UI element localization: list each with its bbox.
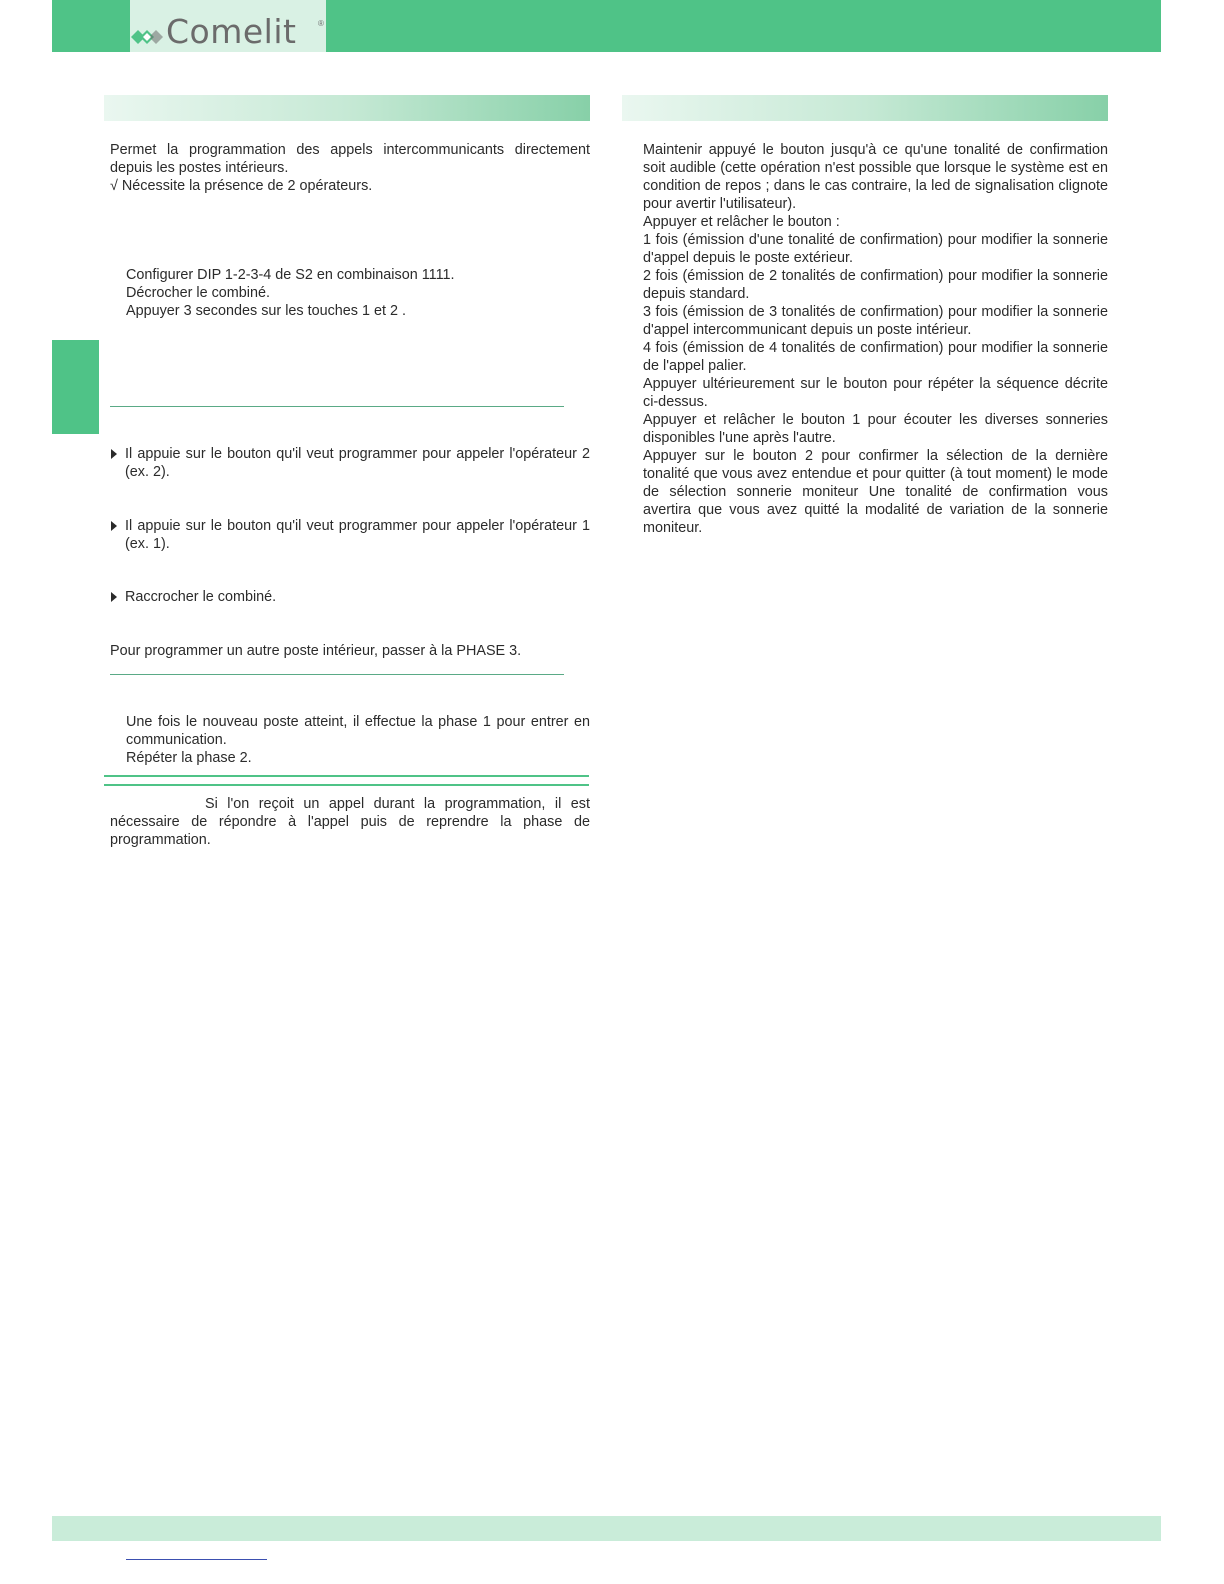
sidebar-tab-marker xyxy=(52,340,99,434)
bullet-item-1: Il appuie sur le bouton qu'il veut programmer pour appeler l'opérateur 2 (ex. 2). xyxy=(125,446,590,480)
section-header-right xyxy=(622,95,1108,121)
instruction-paragraph: Maintenir appuyé le bouton jusqu'à ce qu'une tonalité de confirmation soit audible (cette opération n'est possible que lorsque le système est en condition de repos ; dans le cas contraire, la led de signalisation clignote pour avertir l'utilisateur). xyxy=(643,142,1108,212)
bullet-item-3: Raccrocher le combiné. xyxy=(125,589,277,605)
divider xyxy=(110,406,564,407)
check-icon: √ xyxy=(110,178,118,194)
instruction-paragraph: 4 fois (émission de 4 tonalités de confirmation) pour modifier la sonnerie de l'appel palier. xyxy=(643,340,1108,374)
intro-paragraph: Permet la programmation des appels intercommunicants directement depuis les postes intérieurs. xyxy=(110,142,590,176)
instruction-paragraph: Appuyer et relâcher le bouton 1 pour écouter les diverses sonneries disponibles l'une après l'autre. xyxy=(643,412,1108,446)
instruction-paragraph: Appuyer et relâcher le bouton : xyxy=(643,214,840,230)
requirement-text: Nécessite la présence de 2 opérateurs. xyxy=(121,178,373,194)
bullet-arrow-icon xyxy=(111,592,117,602)
instruction-paragraph: 2 fois (émission de 2 tonalités de confirmation) pour modifier la sonnerie depuis standard. xyxy=(643,268,1108,302)
step3-line-1: Une fois le nouveau poste atteint, il effectue la phase 1 pour entrer en communication. xyxy=(126,714,590,748)
ringtone-instructions xyxy=(643,141,1108,537)
instruction-paragraph: 1 fois (émission d'une tonalité de confirmation) pour modifier la sonnerie d'appel depuis le poste extérieur. xyxy=(643,232,1108,266)
note-rule-bottom xyxy=(104,784,589,786)
step3-line-2: Répéter la phase 2. xyxy=(126,750,252,766)
logo-registered-mark: ® xyxy=(318,19,324,28)
instruction-paragraph: Appuyer ultérieurement sur le bouton pour répéter la séquence décrite ci-dessus. xyxy=(643,376,1108,410)
bullet-arrow-icon xyxy=(111,521,117,531)
step1-line-1: Configurer DIP 1-2-3-4 de S2 en combinaison 1111. xyxy=(126,267,455,283)
step1-line-3: Appuyer 3 secondes sur les touches 1 et 2 . xyxy=(126,303,406,319)
instruction-paragraph: Appuyer sur le bouton 2 pour confirmer la sélection de la dernière tonalité que vous avez entendue et pour quitter (à tout moment) le mode de sélection sonnerie moniteur Une tonalité de confirmation vous avertira que vous avez quitté la modalité de variation de la sonnerie moniteur. xyxy=(643,448,1108,536)
bullet-item-2: Il appuie sur le bouton qu'il veut programmer pour appeler l'opérateur 1 (ex. 1). xyxy=(125,518,590,552)
note-rule-top xyxy=(104,775,589,777)
logo-text: Comelit xyxy=(166,12,297,51)
bullet-arrow-icon xyxy=(111,449,117,459)
section-header-left xyxy=(104,95,590,121)
logo-mark-icon xyxy=(131,24,165,50)
footer-bar xyxy=(52,1516,1161,1541)
step1-line-2: Décrocher le combiné. xyxy=(126,285,270,301)
instruction-paragraph: 3 fois (émission de 3 tonalités de confirmation) pour modifier la sonnerie d'appel intercommunicant depuis un poste intérieur. xyxy=(643,304,1108,338)
brand-logo xyxy=(130,0,326,52)
requirement-line xyxy=(110,177,590,195)
note-paragraph: Si l'on reçoit un appel durant la programmation, il est nécessaire de répondre à l'appel puis de reprendre la phase de programmation. xyxy=(110,796,590,848)
divider xyxy=(110,674,564,675)
footer-link-underline xyxy=(126,1559,267,1560)
next-phase-text: Pour programmer un autre poste intérieur, passer à la PHASE 3. xyxy=(110,643,522,659)
